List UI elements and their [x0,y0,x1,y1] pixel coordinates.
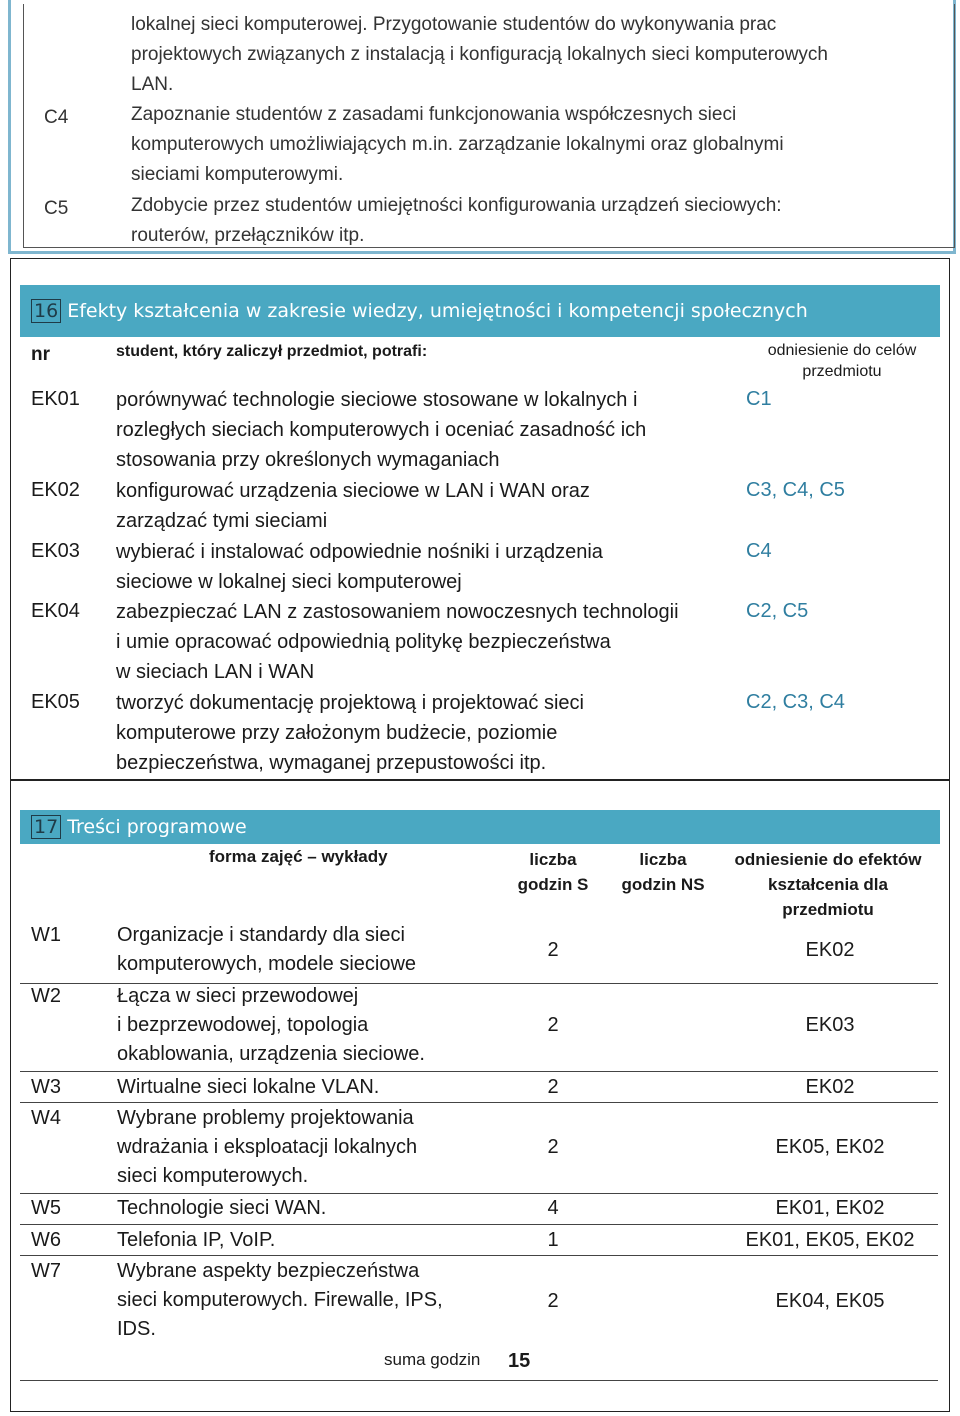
effect-line: zarządzać tymi sieciami [116,510,328,532]
objective-code-c4: C4 [44,107,69,128]
content-topic-line: IDS. [117,1318,156,1340]
content-topic-line: wdrażania i eksploatacji lokalnych [117,1136,418,1158]
column-header-reference-line: odniesienie do celów [767,342,917,359]
effect-description [116,476,736,536]
content-reference: EK02 [805,1076,855,1098]
content-hours: 1 [547,1229,559,1251]
row-divider [20,1224,938,1225]
content-code: W6 [31,1229,61,1251]
content-reference: EK01, EK05, EK02 [745,1229,915,1251]
content-topic-line: i bezprzewodowej, topologia [117,1014,369,1036]
content-topic [117,1104,477,1191]
column-header-line: przedmiotu [782,900,874,919]
content-reference: EK03 [805,1014,855,1036]
row-divider [20,1255,938,1256]
section-16-title: Efekty kształcenia w zakresie wiedzy, umiejętności i kompetencji społecznych [67,300,808,322]
column-header-student: student, który zaliczył przedmiot, potrafi: [116,343,428,360]
effect-line: tworzyć dokumentację projektową i projektować sieci [116,692,584,714]
column-header-line: liczba [529,850,577,869]
effect-description [116,688,736,778]
objective-line: Zdobycie przez studentów umiejętności konfigurowania urządzeń sieciowych: [131,195,782,216]
content-reference: EK04, EK05 [775,1290,885,1312]
section-16-header [20,285,940,337]
content-code: W2 [31,985,61,1007]
effect-line: zabezpieczać LAN z zastosowaniem nowoczesnych technologii [116,601,679,623]
section-17-header [20,810,940,844]
content-topic [117,982,477,1069]
objectives-inner-frame [23,4,955,248]
effect-code: EK01 [31,388,80,410]
content-hours: 2 [547,1136,559,1158]
effect-code: EK04 [31,600,80,622]
effect-line: konfigurować urządzenia sieciowe w LAN i WAN oraz [116,480,590,502]
effect-description [116,385,736,475]
content-topic-line: Telefonia IP, VoIP. [117,1229,276,1251]
column-header-line: godzin NS [621,875,705,894]
content-hours: 2 [547,939,559,961]
effect-description [116,597,736,687]
effect-line: wybierać i instalować odpowiednie nośniki i urządzenia [116,541,603,563]
content-code: W1 [31,924,61,946]
content-hours: 2 [547,1014,559,1036]
content-code: W3 [31,1076,61,1098]
content-code: W7 [31,1260,61,1282]
content-topic [117,1226,477,1255]
content-topic-line: Wybrane problemy projektowania [117,1107,414,1129]
objective-line: routerów, przełączników itp. [131,225,365,246]
column-header-form: forma zajęć – wykłady [209,847,388,866]
column-header-nr: nr [31,344,50,365]
effect-reference: C2, C3, C4 [746,691,845,713]
effect-reference: C2, C5 [746,600,809,622]
effect-line: w sieciach LAN i WAN [116,661,315,683]
objective-line: LAN. [131,74,174,95]
effect-line: komputerowe przy założonym budżecie, poziomie [116,722,558,744]
column-header-hours-s [503,847,603,897]
objective-code-c5: C5 [44,198,69,219]
row-divider [20,1380,938,1381]
sum-hours-label: suma godzin [384,1350,481,1369]
content-topic-line: Technologie sieci WAN. [117,1197,327,1219]
section-17-number: 17 [31,815,61,839]
section-16-number: 16 [31,299,61,323]
column-header-reference [742,342,942,381]
effect-code: EK02 [31,479,80,501]
content-reference: EK05, EK02 [775,1136,885,1158]
effect-line: porównywać technologie sieciowe stosowane w lokalnych i [116,389,638,411]
content-topic-line: Łącza w sieci przewodowej [117,985,359,1007]
content-topic [117,921,477,979]
content-code: W5 [31,1197,61,1219]
content-topic-line: sieci komputerowych. [117,1165,309,1187]
content-topic-line: okablowania, urządzenia sieciowe. [117,1043,425,1065]
column-header-line: odniesienie do efektów [734,850,922,869]
effect-reference: C1 [746,388,772,410]
content-topic [117,1194,477,1223]
effect-line: rozległych sieciach komputerowych i oceniać zasadność ich [116,419,647,441]
effect-line: stosowania przy określonych wymaganiach [116,449,500,471]
objective-line: Zapoznanie studentów z zasadami funkcjonowania współczesnych sieci [131,104,737,125]
objective-line: komputerowych umożliwiających m.in. zarządzanie lokalnymi oraz globalnymi [131,134,784,155]
content-hours: 4 [547,1197,559,1219]
effect-code: EK05 [31,691,80,713]
column-header-line: liczba [639,850,687,869]
column-header-effects-reference [720,847,936,922]
content-code: W4 [31,1107,61,1129]
column-header-reference-line: przedmiotu [802,363,882,380]
content-hours: 2 [547,1076,559,1098]
objective-c5-text [131,191,931,251]
row-divider [20,1071,938,1072]
objectives-box [8,0,956,254]
effect-description [116,537,736,597]
column-header-line: kształcenia dla [767,875,888,894]
content-hours: 2 [547,1290,559,1312]
sum-hours-value: 15 [508,1350,531,1372]
column-header-hours-ns [613,847,713,897]
content-topic-line: Wybrane aspekty bezpieczeństwa [117,1260,420,1282]
content-topic-line: sieci komputerowych. Firewalle, IPS, [117,1289,443,1311]
effect-reference: C3, C4, C5 [746,479,845,501]
effect-code: EK03 [31,540,80,562]
content-topic-line: Wirtualne sieci lokalne VLAN. [117,1076,380,1098]
effect-line: bezpieczeństwa, wymaganej przepustowości itp. [116,752,547,774]
column-header-line: godzin S [517,875,589,894]
objective-continuation [131,10,931,100]
content-topic [117,1257,477,1344]
objective-line: sieciami komputerowymi. [131,164,344,185]
content-reference: EK01, EK02 [775,1197,885,1219]
effect-line: i umie opracować odpowiednią politykę bezpieczeństwa [116,631,611,653]
objective-c4-text [131,100,931,190]
effect-line: sieciowe w lokalnej sieci komputerowej [116,571,462,593]
objective-line: lokalnej sieci komputerowej. Przygotowanie studentów do wykonywania prac [131,14,777,35]
content-topic-line: Organizacje i standardy dla sieci [117,924,405,946]
objective-line: projektowych związanych z instalacją i konfiguracją lokalnych sieci komputerowych [131,44,828,65]
content-topic [117,1073,477,1102]
content-reference: EK02 [805,939,855,961]
effect-reference: C4 [746,540,772,562]
section-17-title: Treści programowe [67,816,247,838]
row-divider [20,1102,938,1103]
content-topic-line: komputerowych, modele sieciowe [117,953,417,975]
